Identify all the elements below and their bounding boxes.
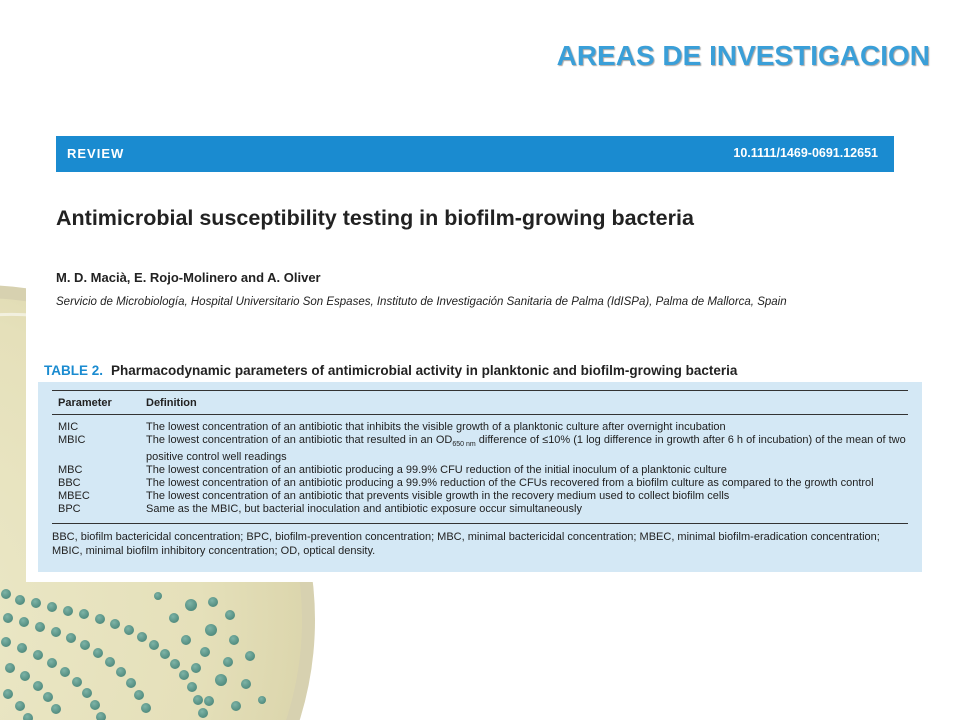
table-row xyxy=(52,421,908,434)
section-label: REVIEW xyxy=(67,146,125,161)
table-footnote: BBC, biofilm bactericidal concentration; BPC, biofilm-prevention concentration; MBC, minimal bactericidal concentration; MBEC, minimal biofilm-eradication concentration; MBIC, minimal biofilm inhibitory concentration; OD, optical density. xyxy=(52,531,880,558)
slide-title: AREAS DE INVESTIGACION xyxy=(556,40,930,71)
table-row xyxy=(52,464,908,477)
row-parameter: MBIC xyxy=(58,434,86,446)
row-definition: The lowest concentration of an antibiotic that inhibits the visible growth of a planktonic culture after overnight incubation xyxy=(146,421,726,433)
parameters-table xyxy=(38,382,922,572)
row-parameter: BPC xyxy=(58,503,81,516)
header-parameter: Parameter xyxy=(58,397,112,409)
row-definition: The lowest concentration of an antibiotic that resulted in an $OD_{650 nm}$ difference of ≤10% (1 log difference in growth after 6 h of incubation) of the mean of two positive control well readings xyxy=(146,434,906,464)
review-banner xyxy=(56,136,894,172)
row-definition: The lowest concentration of an antibiotic producing a 99.9% reduction of the CFUs recovered from a biofilm culture as compared to the growth control xyxy=(146,477,874,490)
row-definition: The lowest concentration of an antibiotic that prevents visible growth in the recovery medium used to collect biofilm cells xyxy=(146,490,730,503)
doi: 10.1111/1469-0691.12651 xyxy=(733,146,878,160)
paper-excerpt xyxy=(26,120,934,582)
authors: M. D. Macià, E. Rojo-Molinero and A. Oliver xyxy=(56,270,321,285)
table-row xyxy=(52,503,908,516)
article-title: Antimicrobial susceptibility testing in biofilm-growing bacteria xyxy=(56,206,694,230)
row-definition: Same as the MBIC, but bacterial inoculation and antibiotic exposure occur simultaneously xyxy=(146,503,582,516)
row-parameter: MBEC xyxy=(58,490,90,503)
table-caption-text: Pharmacodynamic parameters of antimicrobial activity in planktonic and biofilm-growing bacteria xyxy=(111,363,738,378)
table-caption xyxy=(44,363,737,378)
table-number: TABLE 2. xyxy=(44,363,104,378)
table-row xyxy=(52,434,908,464)
table-header-row xyxy=(52,391,908,414)
header-definition: Definition xyxy=(146,397,197,409)
table-row xyxy=(52,490,908,503)
table-row xyxy=(52,477,908,490)
row-definition: The lowest concentration of an antibiotic producing a 99.9% CFU reduction of the initial inoculum of a planktonic culture xyxy=(146,464,727,477)
row-parameter: BBC xyxy=(58,477,81,490)
row-parameter: MIC xyxy=(58,421,79,433)
affiliation: Servicio de Microbiología, Hospital Universitario Son Espases, Instituto de Investigación Sanitaria de Palma (IdISPa), Palma de Mallorca, Spain xyxy=(56,296,787,308)
row-parameter: MBC xyxy=(58,464,83,477)
